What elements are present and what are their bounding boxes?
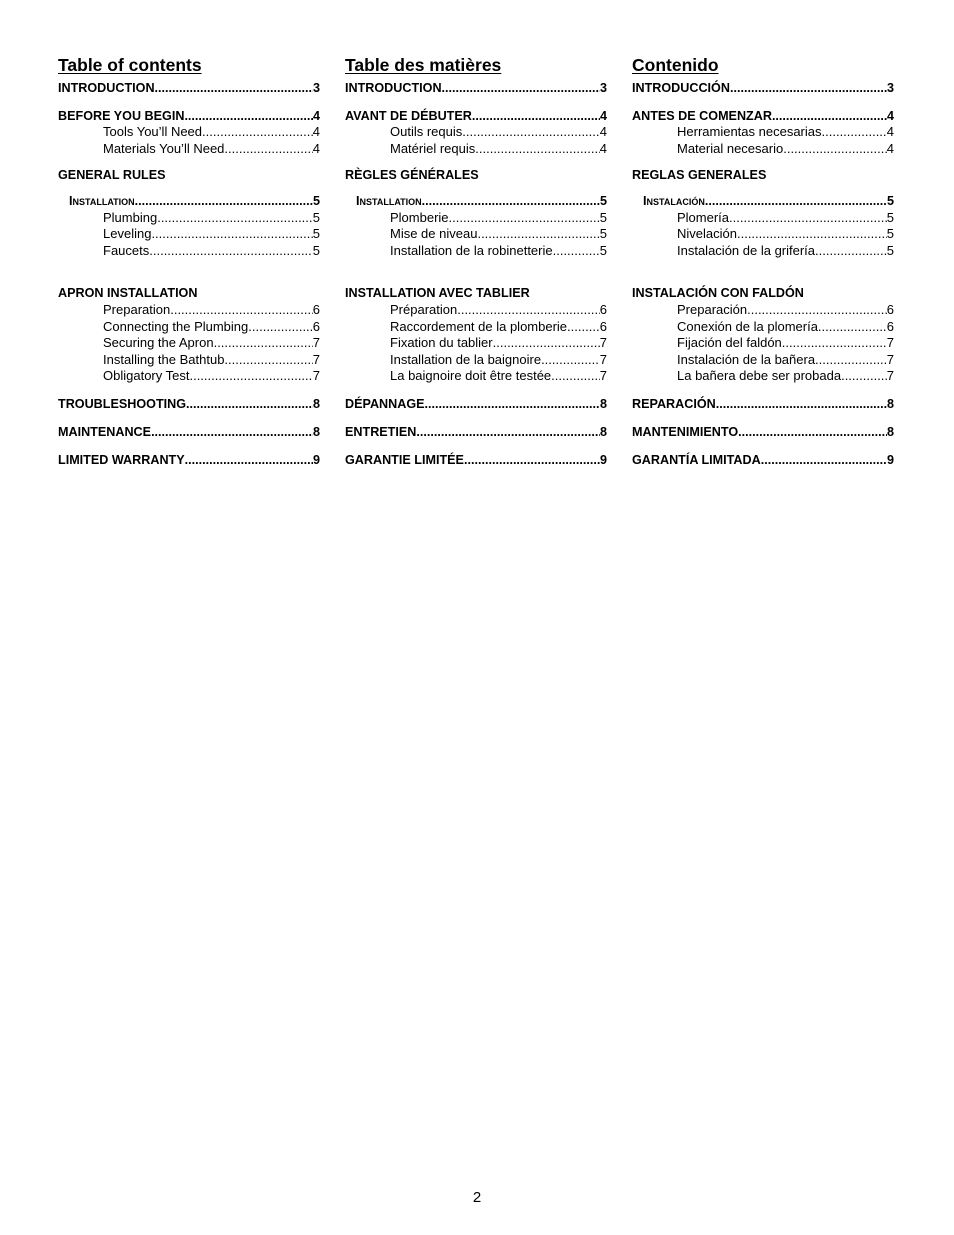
- toc-entry-installation[interactable]: Installation ..... 5: [345, 193, 607, 210]
- toc-entry-obligatory-test[interactable]: Obligatory Test ..... 7: [58, 368, 320, 385]
- toc-entry-faucets[interactable]: Installation de la robinetterie ..... 5: [345, 243, 607, 260]
- toc-entry-troubleshooting[interactable]: TROUBLESHOOTING ..... 8: [58, 396, 320, 413]
- toc-entry-materials[interactable]: Materials You’ll Need ..... 4: [58, 141, 320, 158]
- toc-heading-apron-installation: APRON INSTALLATION: [58, 286, 198, 301]
- toc-entry-obligatory-test[interactable]: La bañera debe ser probada ..... 7: [632, 368, 894, 385]
- toc-column-spanish: [632, 53, 894, 468]
- toc-column-french: [345, 53, 607, 468]
- toc-entry-leveling[interactable]: Nivelación ..... 5: [632, 226, 894, 243]
- toc-heading-apron-installation: INSTALLATION AVEC TABLIER: [345, 286, 530, 301]
- toc-entry-tools[interactable]: Herramientas necesarias ..... 4: [632, 124, 894, 141]
- toc-entry-installing-bathtub[interactable]: Installation de la baignoire ..... 7: [345, 352, 607, 369]
- toc-entry-tools[interactable]: Tools You’ll Need ..... 4: [58, 124, 320, 141]
- toc-entry-troubleshooting[interactable]: DÉPANNAGE ..... 8: [345, 396, 607, 413]
- toc-entry-preparation[interactable]: Préparation ..... 6: [345, 302, 607, 319]
- toc-entry-leveling[interactable]: Mise de niveau ..... 5: [345, 226, 607, 243]
- toc-entry-installation[interactable]: Instalación ..... 5: [632, 193, 894, 210]
- toc-entry-installing-bathtub[interactable]: Instalación de la bañera ..... 7: [632, 352, 894, 369]
- toc-entry-introduction[interactable]: INTRODUCTION ..... 3: [58, 80, 320, 97]
- toc-entry-connecting-plumbing[interactable]: Connecting the Plumbing ..... 6: [58, 319, 320, 336]
- toc-title: Table of contents: [58, 55, 202, 75]
- toc-heading-general-rules: GENERAL RULES: [58, 167, 166, 182]
- toc-heading-general-rules: RÈGLES GÉNÉRALES: [345, 167, 479, 182]
- toc-entry-materials[interactable]: Matériel requis ..... 4: [345, 141, 607, 158]
- toc-entry-tools[interactable]: Outils requis ..... 4: [345, 124, 607, 141]
- toc-heading-apron-installation: INSTALACIÓN CON FALDÓN: [632, 286, 804, 301]
- toc-entry-preparation[interactable]: Preparation ..... 6: [58, 302, 320, 319]
- toc-entry-before-you-begin[interactable]: BEFORE YOU BEGIN ..... 4: [58, 108, 320, 125]
- toc-entry-materials[interactable]: Material necesario ..... 4: [632, 141, 894, 158]
- toc-entry-securing-apron[interactable]: Securing the Apron ..... 7: [58, 335, 320, 352]
- toc-entry-obligatory-test[interactable]: La baignoire doit être testée ..... 7: [345, 368, 607, 385]
- toc-entry-plumbing[interactable]: Plumbing ..... 5: [58, 210, 320, 227]
- toc-entry-before-you-begin[interactable]: ANTES DE COMENZAR ..... 4: [632, 108, 894, 125]
- toc-entry-securing-apron[interactable]: Fixation du tablier ..... 7: [345, 335, 607, 352]
- toc-entry-troubleshooting[interactable]: REPARACIÓN ..... 8: [632, 396, 894, 413]
- toc-entry-plumbing[interactable]: Plomberie ..... 5: [345, 210, 607, 227]
- toc-entry-installation[interactable]: Installation ..... 5: [58, 193, 320, 210]
- toc-entry-leveling[interactable]: Leveling ..... 5: [58, 226, 320, 243]
- toc-column-english: [58, 53, 320, 468]
- toc-entry-maintenance[interactable]: ENTRETIEN ..... 8: [345, 424, 607, 441]
- toc-entry-plumbing[interactable]: Plomería ..... 5: [632, 210, 894, 227]
- toc-entry-connecting-plumbing[interactable]: Conexión de la plomería ..... 6: [632, 319, 894, 336]
- toc-title: Contenido: [632, 55, 719, 75]
- toc-title: Table des matières: [345, 55, 502, 75]
- toc-entry-securing-apron[interactable]: Fijación del faldón ..... 7: [632, 335, 894, 352]
- toc-entry-introduction[interactable]: INTRODUCTION ..... 3: [345, 80, 607, 97]
- toc-entry-limited-warranty[interactable]: LIMITED WARRANTY ..... 9: [58, 452, 320, 469]
- toc-entry-preparation[interactable]: Preparación ..... 6: [632, 302, 894, 319]
- toc-entry-limited-warranty[interactable]: GARANTÍA LIMITADA ..... 9: [632, 452, 894, 469]
- toc-entry-maintenance[interactable]: MANTENIMIENTO ..... 8: [632, 424, 894, 441]
- toc-entry-before-you-begin[interactable]: AVANT DE DÉBUTER ..... 4: [345, 108, 607, 125]
- toc-entry-introduction[interactable]: INTRODUCCIÓN ..... 3: [632, 80, 894, 97]
- toc-heading-general-rules: REGLAS GENERALES: [632, 167, 767, 182]
- toc-entry-connecting-plumbing[interactable]: Raccordement de la plomberie ..... 6: [345, 319, 607, 336]
- toc-entry-faucets[interactable]: Faucets ..... 5: [58, 243, 320, 260]
- toc-entry-maintenance[interactable]: MAINTENANCE ..... 8: [58, 424, 320, 441]
- toc-entry-installing-bathtub[interactable]: Installing the Bathtub ..... 7: [58, 352, 320, 369]
- toc-entry-faucets[interactable]: Instalación de la grifería ..... 5: [632, 243, 894, 260]
- toc-entry-limited-warranty[interactable]: GARANTIE LIMITÉE ..... 9: [345, 452, 607, 469]
- page-number: 2: [472, 1189, 482, 1206]
